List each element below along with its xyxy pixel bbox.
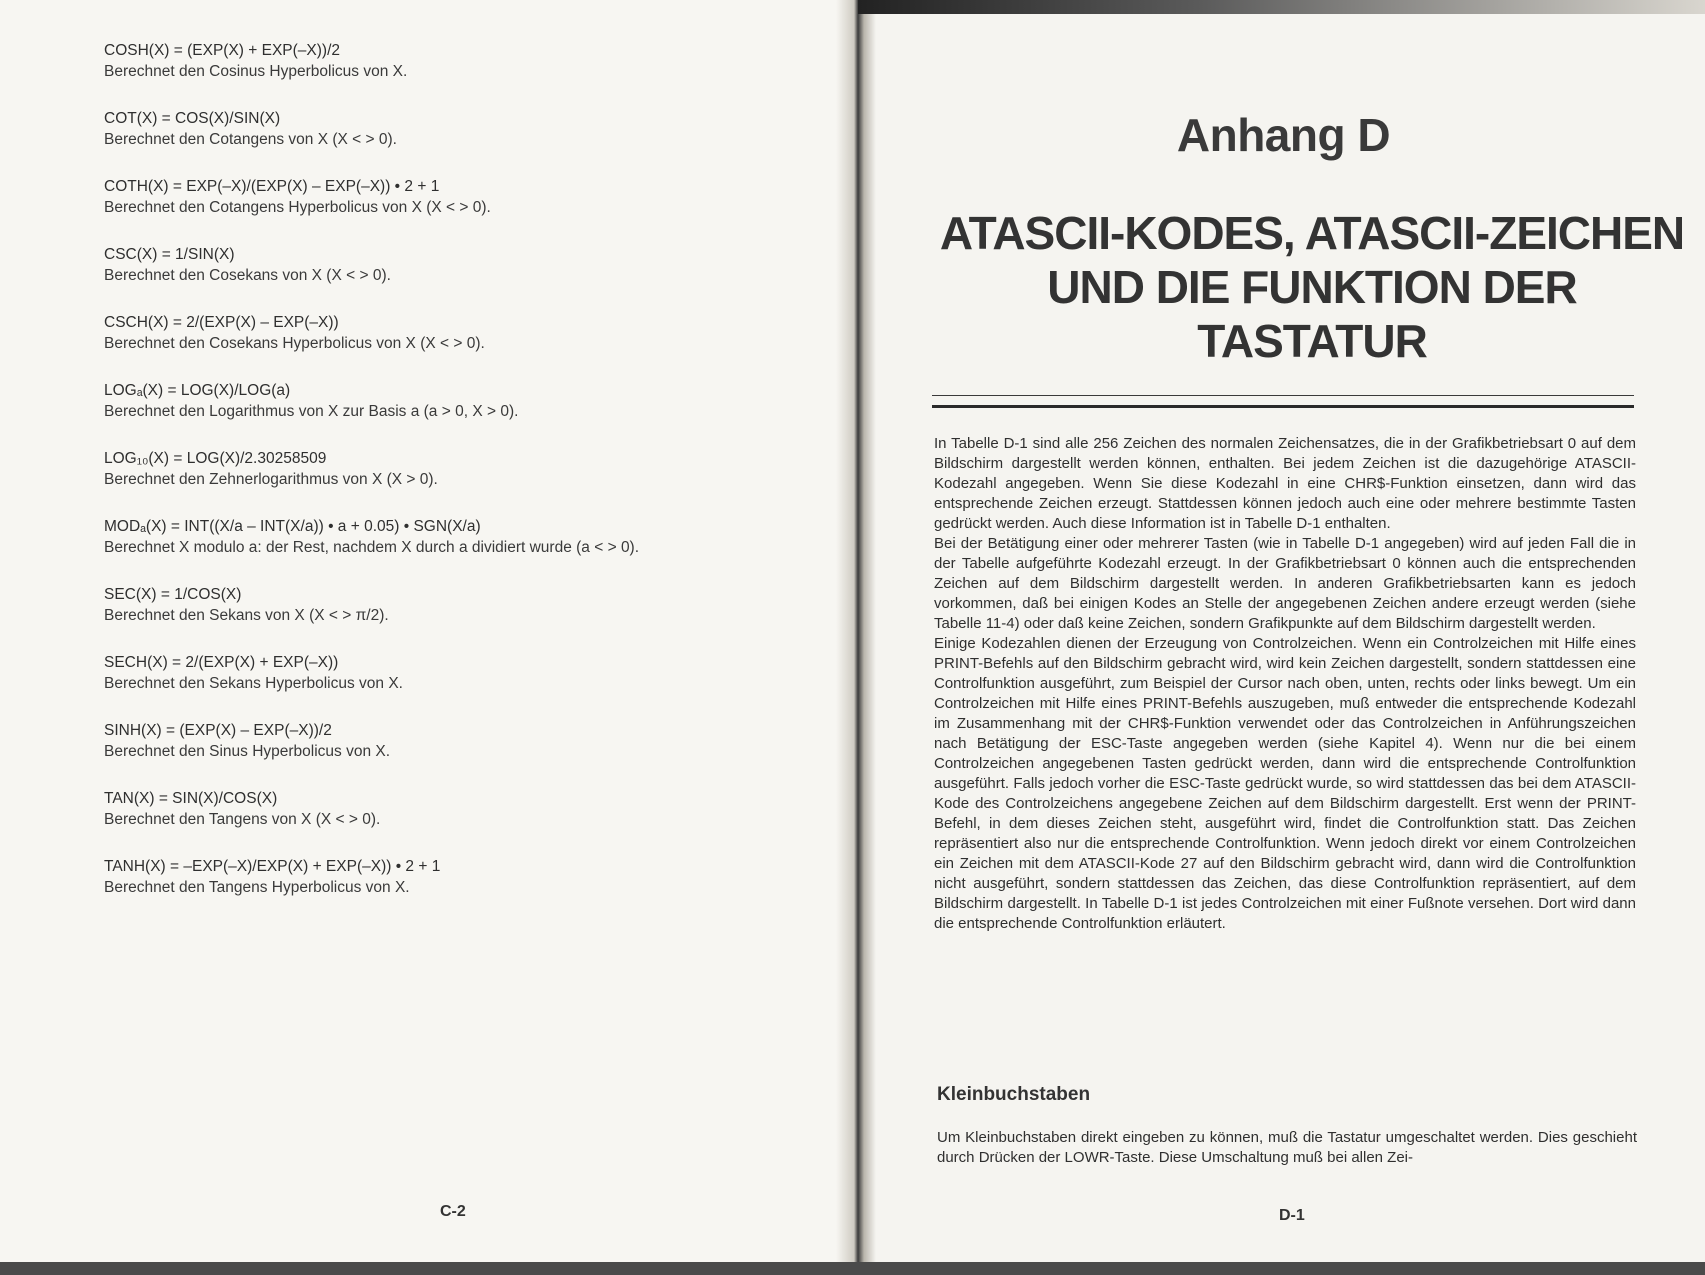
chapter-title: ATASCII-KODES, ATASCII-ZEICHEN UND DIE FUNKTION DER TASTATUR [939,207,1685,367]
page-number-left: C-2 [440,1203,466,1220]
formula-description: Berechnet den Logarithmus von X zur Basis a (a > 0, X > 0). [104,403,519,420]
right-page [862,8,1705,1270]
formula-expression: MODₐ(X) = INT((X/a – INT(X/a)) • a + 0.05) • SGN(X/a) [104,518,481,535]
formula-item [104,176,804,218]
formula-expression: COSH(X) = (EXP(X) + EXP(–X))/2 [104,42,340,59]
scan-shadow-top [858,0,1705,14]
formula-description: Berechnet den Cotangens Hyperbolicus von X (X < > 0). [104,199,491,216]
formula-item [104,380,804,422]
title-rule-thick [932,405,1634,408]
formula-description: Berechnet den Cosekans Hyperbolicus von X (X < > 0). [104,335,485,352]
paragraph: Bei der Betätigung einer oder mehrerer Tasten (wie in Tabelle D-1 angegeben) wird auf jeden Fall die in der Tabelle aufgeführte Kodezahl erzeugt. In der Grafikbetriebsart 0 können auch die entsprechenden Zeichen auf dem Bildschirm dargestellt werden. In anderen Grafikbetriebsarten kann es jedoch vorkommen, daß bei einigen Kodes an Stelle der angegebenen Zeichen andere erzeugt werden (siehe Tabelle 11-4) oder daß keine Zeichen, sondern Grafikpunkte auf dem Bildschirm dargestellt werden. [934,535,1636,632]
formula-item [104,652,804,694]
formula-description: Berechnet den Sinus Hyperbolicus von X. [104,743,391,760]
formula-expression: SEC(X) = 1/COS(X) [104,586,242,603]
formula-description: Berechnet den Sekans Hyperbolicus von X. [104,675,403,692]
formula-list [104,40,804,924]
formula-description: Berechnet X modulo a: der Rest, nachdem X durch a dividiert wurde (a < > 0). [104,539,640,556]
formula-description: Berechnet den Cosekans von X (X < > 0). [104,267,391,284]
formula-item [104,516,804,558]
formula-item [104,244,804,286]
formula-description: Berechnet den Cotangens von X (X < > 0). [104,131,397,148]
formula-expression: TAN(X) = SIN(X)/COS(X) [104,790,278,807]
formula-expression: COTH(X) = EXP(–X)/(EXP(X) – EXP(–X)) • 2 + 1 [104,178,440,195]
formula-expression: TANH(X) = –EXP(–X)/EXP(X) + EXP(–X)) • 2 + 1 [104,858,441,875]
formula-item [104,584,804,626]
formula-item [104,720,804,762]
title-rule-thin [932,395,1634,396]
formula-item [104,40,804,82]
appendix-label: Anhang D [1176,109,1391,161]
formula-expression: SINH(X) = (EXP(X) – EXP(–X))/2 [104,722,332,739]
formula-expression: LOGₐ(X) = LOG(X)/LOG(a) [104,382,291,399]
body-text [934,434,1636,934]
formula-description: Berechnet den Tangens von X (X < > 0). [104,811,381,828]
section-paragraph: Um Kleinbuchstaben direkt eingeben zu können, muß die Tastatur umgeschaltet werden. Dies geschieht durch Drücken der LOWR-Taste. Diese Umschaltung muß bei allen Zei- [937,1129,1637,1166]
formula-description: Berechnet den Sekans von X (X < > π/2). [104,607,389,624]
book-gutter [836,0,876,1275]
formula-description: Berechnet den Zehnerlogarithmus von X (X > 0). [104,471,438,488]
paragraph: Einige Kodezahlen dienen der Erzeugung von Controlzeichen. Wenn ein Controlzeichen mit Hilfe eines PRINT-Befehls auf den Bildschirm gebracht wird, wird kein Zeichen dargestellt, sondern stattdessen eine Controlfunktion ausgeführt, zum Beispiel der Cursor nach oben, unten, rechts oder links bewegt. Um ein Controlzeichen mit Hilfe eines PRINT-Befehls auszugeben, muß entweder die entsprechende Kodezahl im Zusammenhang mit der CHR$-Funktion verwendet oder das Controlzeichen in Anführungszeichen nach Betätigung der ESC-Taste angegeben werden (siehe Kapitel 4). Wenn nur die bei einem Controlzeichen angegebenen Tasten gedrückt werden, dann wird die entsprechende Controlfunktion ausgeführt. Falls jedoch vorher die ESC-Taste gedrückt wurde, so wird stattdessen das bei dem ATASCII-Kode des Controlzeichens angegebene Zeichen auf dem Bildschirm dargestellt. Erst wenn der PRINT-Befehl, in dem dieses Zeichen steht, ausgeführt wird, findet die Controlfunktion statt. Das Zeichen repräsentiert also nur die entsprechende Controlfunktion. Wenn jedoch direkt vor einem Controlzeichen ein Zeichen mit dem ATASCII-Kode 27 auf den Bildschirm gebracht wird, dann wird die Controlfunktion nicht ausgeführt, sondern stattdessen das Zeichen, das diese Controlfunktion repräsentiert, auf dem Bildschirm dargestellt. In Tabelle D-1 ist jedes Controlzeichen mit einer Fußnote versehen. Dort wird dann die entsprechende Controlfunktion erläutert. [934,635,1636,932]
formula-item [104,448,804,490]
section-heading: Kleinbuchstaben [937,1084,1091,1105]
formula-expression: COT(X) = COS(X)/SIN(X) [104,110,281,127]
formula-description: Berechnet den Cosinus Hyperbolicus von X. [104,63,408,80]
paragraph: In Tabelle D-1 sind alle 256 Zeichen des normalen Zeichensatzes, die in der Grafikbetriebsart 0 auf dem Bildschirm dargestellt werden können, enthalten. Bei jedem Zeichen ist die dazugehörige ATASCII-Kodezahl angegeben. Wenn Sie diese Kodezahl in eine CHR$-Funktion einsetzen, dann wird das entsprechende Zeichen erzeugt. Stattdessen können jedoch auch eine oder mehrere bestimmte Tasten gedrückt werden. Auch diese Information ist in Tabelle D-1 enthalten. [934,435,1636,532]
formula-item [104,856,804,898]
formula-expression: CSCH(X) = 2/(EXP(X) – EXP(–X)) [104,314,339,331]
formula-item [104,312,804,354]
formula-expression: CSC(X) = 1/SIN(X) [104,246,235,263]
formula-item [104,108,804,150]
formula-expression: SECH(X) = 2/(EXP(X) + EXP(–X)) [104,654,339,671]
scan-edge-bottom [0,1262,1705,1275]
left-page [0,0,858,1262]
formula-expression: LOG₁₀(X) = LOG(X)/2.30258509 [104,450,327,467]
formula-description: Berechnet den Tangens Hyperbolicus von X. [104,879,410,896]
page-number-right: D-1 [1279,1207,1305,1224]
formula-item [104,788,804,830]
